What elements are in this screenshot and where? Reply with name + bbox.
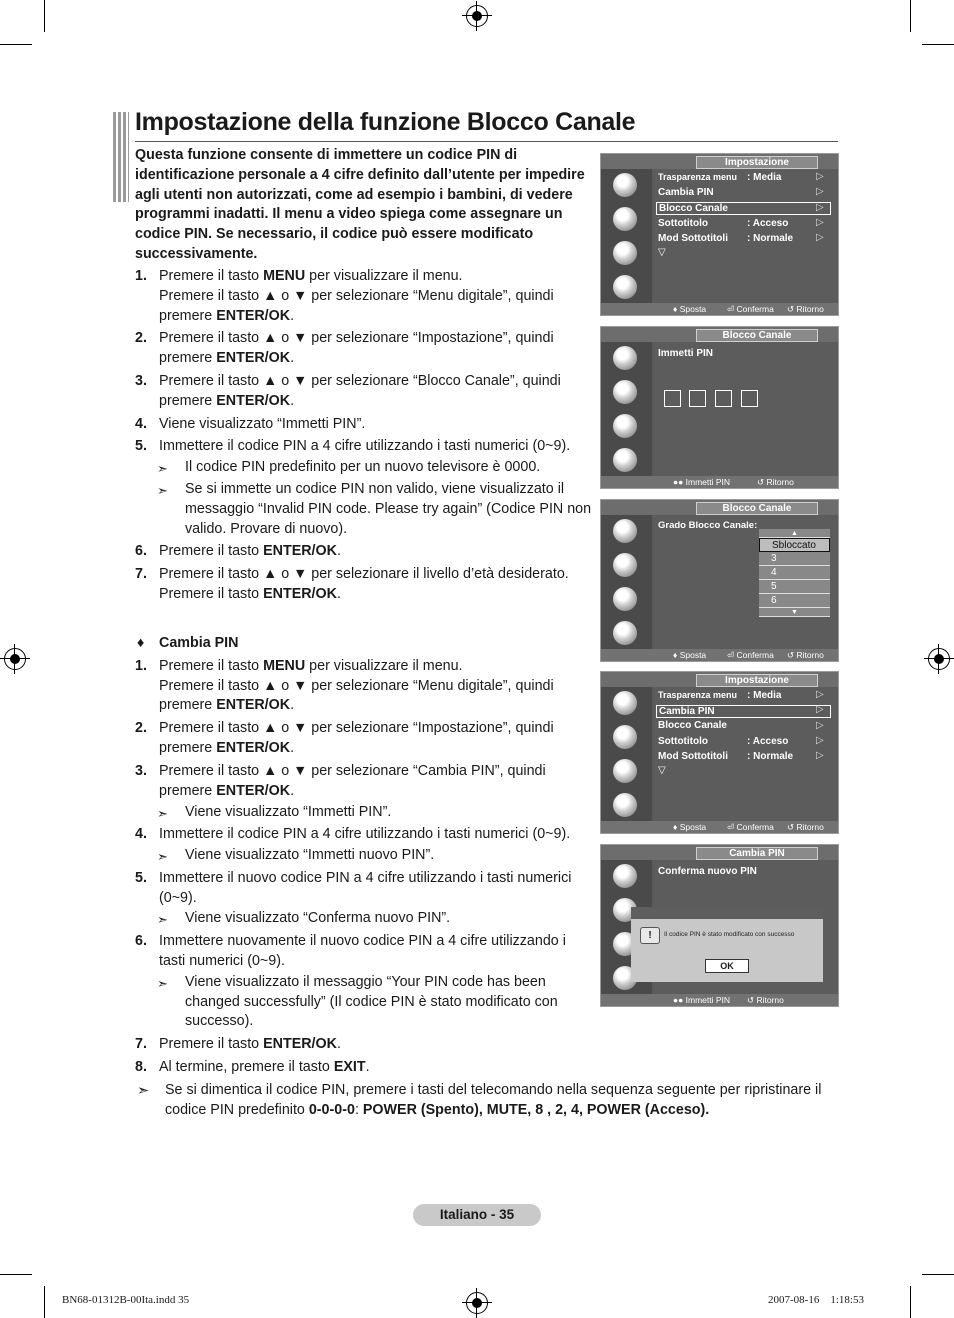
steps-section-2 [135,634,595,1078]
note-arrow-icon: ➣ [157,912,168,928]
step: 2. Premere il tasto ▲ o ▼ per selezionare “Impostazione”, quindi premere ENTER/OK. [135,720,554,756]
osd-label: Conferma nuovo PIN [658,866,757,877]
registration-mark-icon [466,5,488,27]
note-arrow-icon: ➣ [157,806,168,822]
title-rule [135,141,838,142]
picture-menu-icon [613,346,637,370]
note-arrow-icon: ➣ [157,975,168,991]
setup-menu-icon [613,241,637,265]
osd-screen-impostazione-cambia: Impostazione Trasparenza menu : Media ▷ Cambia PIN ▷ Blocco Canale ▷ Sottotitolo : Acceso ▷ Mod Sottotitoli : Normale ▷ ▽ ♦ Sposta ⏎ Conferma ↺ Ritorno [600,671,839,834]
osd-label: Grado Blocco Canale: [658,520,758,531]
success-dialog [631,907,823,982]
rating-option-selected[interactable]: Sbloccato [759,538,830,552]
osd-sidebar [601,342,652,480]
osd-header: Impostazione [696,674,818,687]
input-menu-icon [613,621,637,645]
input-menu-icon [613,793,637,817]
osd-header: Cambia PIN [696,847,818,860]
step: 4. Viene visualizzato “Immetti PIN”. [135,415,366,432]
osd-screen-grado-blocco [600,499,839,662]
picture-menu-icon [613,864,637,888]
osd-menu-item[interactable]: Sottotitolo [658,218,708,229]
note: ➣ Se si immette un codice PIN non valido, viene visualizzato il messaggio “Invalid PIN code. Please try again” (Codice PIN non valido. Provare di nuovo). [157,480,592,537]
step: 3. Premere il tasto ▲ o ▼ per selezionare “Blocco Canale”, quindi premere ENTER/OK. [135,372,561,409]
pin-digit-box[interactable] [715,390,732,407]
note: ➣ Viene visualizzato “Immetti nuovo PIN”. [135,846,595,866]
registration-mark-icon [466,1292,488,1314]
osd-header: Blocco Canale [696,502,818,515]
osd-menu-item[interactable]: Sottotitolo [658,736,708,747]
rating-option[interactable]: 5 [759,580,830,594]
intro-text: Questa funzione consente di immettere un codice PIN di identificazione personale a 4 cifre definito dall’utente per impedire agli utenti non autorizzati, come ad esempio i bambini, di vedere programmi inadatti. Il menu a video spiega come assegnare un codice PIN. Se necessario, il codice può essere modificato successivamente. [135,147,585,262]
rating-option[interactable]: 4 [759,566,830,580]
osd-menu-item[interactable]: Blocco Canale [658,720,727,731]
step: 1. Premere il tasto MENU per visualizzare il menu. Premere il tasto ▲ o ▼ per selezionare “Menu digitale”, quindi premere ENTER/OK. [135,657,554,714]
picture-menu-icon [613,691,637,715]
note-arrow-icon: ➣ [157,461,168,477]
setup-menu-icon [613,414,637,438]
osd-footer: ♦ Sposta ⏎ Conferma ↺ Ritorno [601,821,838,833]
osd-screen-impostazione: Impostazione Trasparenza menu : Media ▷ Cambia PIN ▷ Blocco Canale ▷ Sottotitolo : Acceso ▷ Mod Sottotitoli : Normale ▷ ▽ ♦ Sposta ⏎ Conferma ↺ Ritorno [600,153,839,316]
footer-date: 2007-08-16 1:18:53 [768,1294,864,1306]
picture-menu-icon [613,519,637,543]
osd-menu-item[interactable]: Mod Sottotitoli [658,233,728,244]
osd-menu-item[interactable]: Mod Sottotitoli [658,751,728,762]
note: ➣ Viene visualizzato il messaggio “Your PIN code has been changed successfully” (Il codice PIN è stato modificato con successo). [157,973,558,1030]
sound-menu-icon [613,380,637,404]
osd-sidebar [601,169,652,307]
crop-mark [910,0,911,32]
osd-screen-cambia-pin [600,844,839,1007]
play-arrow-icon: ▷ [816,750,824,761]
osd-sidebar [601,515,652,653]
play-arrow-icon: ▷ [816,704,824,715]
sound-menu-icon [613,553,637,577]
page-title: Impostazione della funzione Blocco Canale [135,108,636,136]
crop-mark [44,1286,45,1318]
osd-header: Blocco Canale [696,329,818,342]
pin-digit-box[interactable] [689,390,706,407]
note: ➣ Viene visualizzato “Immetti PIN”. [135,803,595,823]
steps-section-1 [135,267,595,605]
osd-menu-item-selected[interactable]: Cambia PIN [656,705,831,718]
sound-menu-icon [613,725,637,749]
play-arrow-icon: ▷ [816,202,824,213]
osd-footer: ♦ Sposta ⏎ Conferma ↺ Ritorno [601,303,838,315]
osd-menu-item[interactable]: Trasparenza menu [658,690,738,700]
crop-mark [44,0,45,32]
pin-digit-box[interactable] [741,390,758,407]
osd-sidebar [601,687,652,825]
scroll-down-icon: ▽ [658,765,666,776]
osd-label: Immetti PIN [658,348,714,359]
step: 4. Immettere il codice PIN a 4 cifre utilizzando i tasti numerici (0~9). [135,826,571,843]
osd-footer: ●● Immetti PIN ↺ Ritorno [601,476,838,488]
step: 1. Premere il tasto MENU per visualizzare il menu. Premere il tasto ▲ o ▼ per selezionare “Menu digitale”, quindi premere ENTER/OK. [135,268,554,324]
diamond-bullet-icon: ♦ [137,635,145,651]
osd-screen-immetti-pin [600,326,839,489]
crop-mark [0,44,32,45]
input-menu-icon [613,448,637,472]
input-menu-icon [613,275,637,299]
rating-option[interactable]: 6 [759,594,830,608]
step: 5. Immettere il codice PIN a 4 cifre utilizzando i tasti numerici (0~9). [135,438,571,455]
play-arrow-icon: ▷ [816,735,824,746]
osd-header: Impostazione [696,156,818,169]
sound-menu-icon [613,207,637,231]
osd-menu-item[interactable]: Cambia PIN [658,187,714,198]
step: 8. Al termine, premere il tasto EXIT. [135,1058,370,1075]
crop-mark [910,1286,911,1318]
scroll-down-icon: ▽ [658,247,666,258]
step: 2. Premere il tasto ▲ o ▼ per selezionare “Impostazione”, quindi premere ENTER/OK. [135,330,554,367]
step: 6. Immettere nuovamente il nuovo codice PIN a 4 cifre utilizzando i tasti numerici (0~9). [135,933,566,969]
setup-menu-icon [613,587,637,611]
note: ➣ Il codice PIN predefinito per un nuovo televisore è 0000. [135,458,595,478]
osd-menu-item-selected[interactable]: Blocco Canale [656,202,831,215]
note-arrow-icon: ➣ [157,482,168,498]
registration-mark-icon [4,648,26,670]
title-stripe [113,112,129,202]
play-arrow-icon: ▷ [816,720,824,731]
step: 3. Premere il tasto ▲ o ▼ per selezionare “Cambia PIN”, quindi premere ENTER/OK. [135,762,546,799]
warning-icon: ! [640,927,660,944]
picture-menu-icon [613,173,637,197]
ok-button[interactable]: OK [705,959,749,973]
pin-digit-box[interactable] [664,390,681,407]
play-arrow-icon: ▷ [816,171,824,182]
note-arrow-icon: ➣ [137,1083,149,1099]
rating-option[interactable]: 3 [759,552,830,566]
final-note: ➣ Se si dimentica il codice PIN, premere i tasti del telecomando nella sequenza seguente per ripristinare il codice PIN predefinito 0-0-0-0: POWER (Spento), MUTE, 8 , 2, 4, POWER (Acceso). [137,1082,822,1118]
play-arrow-icon: ▷ [816,186,824,197]
crop-mark [0,1274,32,1275]
step: 7. Premere il tasto ▲ o ▼ per selezionare il livello d’età desiderato. Premere il tasto ENTER/OK. [135,566,569,602]
play-arrow-icon: ▷ [816,232,824,243]
dialog-message: Il codice PIN è stato modificato con successo [664,931,795,938]
rating-list [759,529,830,617]
osd-footer: ♦ Sposta ⏎ Conferma ↺ Ritorno [601,649,838,661]
osd-menu-item[interactable]: Trasparenza menu [658,172,738,182]
crop-mark [922,1274,954,1275]
page-number-badge: Italiano - 35 [413,1204,541,1226]
footer-file: BN68-01312B-00Ita.indd 35 [62,1294,190,1306]
scroll-up-icon[interactable]: ▲ [759,529,830,538]
note: ➣ Viene visualizzato “Conferma nuovo PIN”. [135,909,595,929]
step: 7. Premere il tasto ENTER/OK. [135,1036,341,1053]
section-heading: ♦ Cambia PIN [135,634,595,654]
setup-menu-icon [613,759,637,783]
registration-mark-icon [928,648,950,670]
play-arrow-icon: ▷ [816,217,824,228]
step: 6. Premere il tasto ENTER/OK. [135,543,341,560]
step: 5. Immettere il nuovo codice PIN a 4 cifre utilizzando i tasti numerici (0~9). [135,869,572,906]
note-arrow-icon: ➣ [157,848,168,864]
crop-mark [922,44,954,45]
scroll-down-icon[interactable]: ▼ [759,608,830,617]
play-arrow-icon: ▷ [816,689,824,700]
osd-footer: ●● Immetti PIN ↺ Ritorno [601,994,838,1006]
